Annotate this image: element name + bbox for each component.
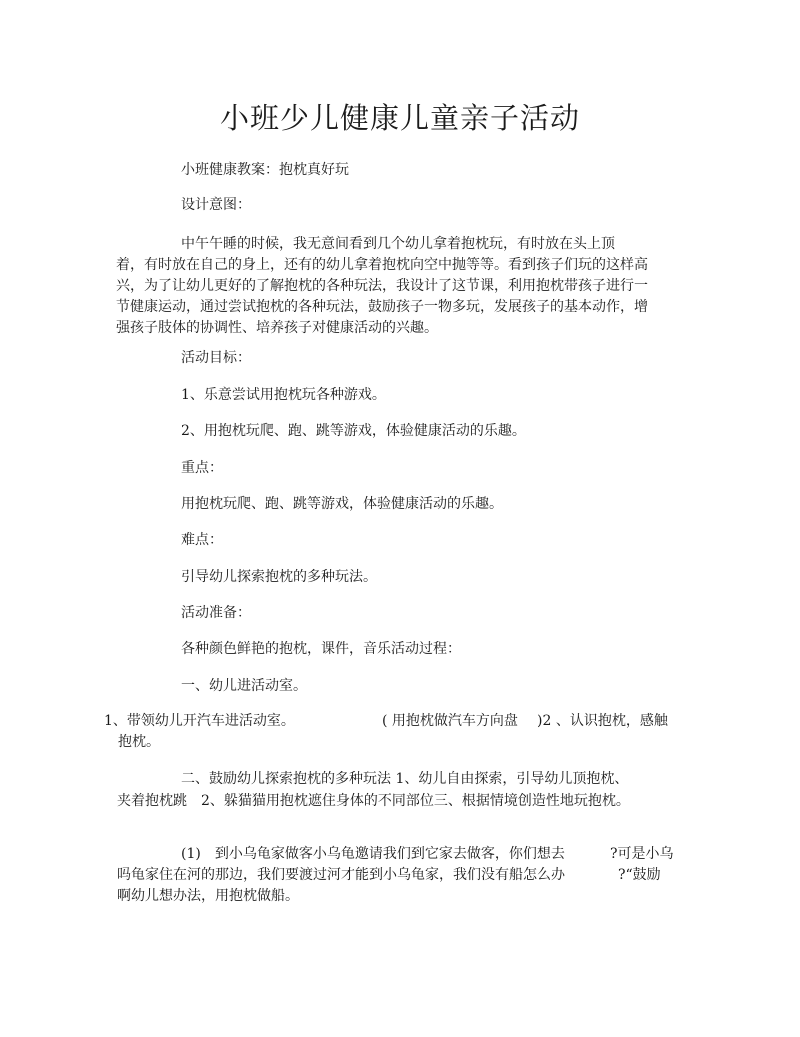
story-line-1b: ?可是小乌 [610, 846, 674, 862]
goal-item-2: 2、用抱枕玩爬、跑、跳等游戏，体验健康活动的乐趣。 [181, 423, 526, 439]
story-line-3: 啊幼儿想办法，用抱枕做船。 [117, 888, 299, 904]
design-paragraph-first-line: 中午午睡的时候，我无意间看到几个幼儿拿着抱枕玩，有时放在头上顶 [181, 236, 615, 252]
key-point-text: 用抱枕玩爬、跑、跳等游戏，体验健康活动的乐趣。 [181, 496, 503, 512]
design-paragraph-body: 着，有时放在自己的身上，还有的幼儿拿着抱枕向空中抛等等。看到孩子们玩的这样高兴，为了让幼儿更好的了解抱枕的各种玩法，我设计了这节课，利用抱枕带孩子进行一节健康运动，通过尝试抱枕的各种玩法，鼓励孩子一物多玩，发展孩子的基本动作，增强孩子肢体的协调性、培养孩子对健康活动的兴趣。 [116, 257, 648, 336]
section-heading-difficulty: 难点： [181, 532, 223, 548]
goal-item-1: 1、乐意尝试用抱枕玩各种游戏。 [181, 387, 386, 403]
step-two-line-2: 夹着抱枕跳 2、躲猫猫用抱枕遮住身体的不同部位三、根据情境创造性地玩抱枕。 [117, 793, 630, 809]
step-two-line-1: 二、鼓励幼儿探索抱枕的多种玩法 1、幼儿自由探索，引导幼儿顶抱枕、 [181, 771, 629, 787]
step-one-item-c: )2 、认识抱枕，感触 [537, 713, 668, 729]
step-one-item-d: 抱枕。 [118, 734, 160, 750]
difficulty-text: 引导幼儿探索抱枕的多种玩法。 [181, 569, 377, 585]
document-title: 小班少儿健康儿童亲子活动 [219, 101, 580, 135]
design-paragraph [116, 234, 648, 339]
story-line-2a: 吗龟家住在河的那边，我们要渡过河才能到小乌龟家，我们没有船怎么办 [117, 867, 565, 883]
story-line-2b: ?“鼓励 [618, 867, 661, 883]
preparation-text: 各种颜色鲜艳的抱枕，课件，音乐活动过程： [181, 641, 461, 657]
section-heading-key: 重点： [181, 460, 223, 476]
section-heading-design: 设计意图： [181, 197, 251, 213]
section-heading-preparation: 活动准备： [181, 605, 251, 621]
step-one-item-a: 1、带领幼儿开汽车进活动室。 [104, 713, 295, 729]
story-line-1a: (1) 到小乌龟家做客小乌龟邀请我们到它家去做客，你们想去 [181, 846, 565, 862]
lesson-subtitle: 小班健康教案：抱枕真好玩 [181, 162, 349, 178]
section-heading-goals: 活动目标： [181, 350, 251, 366]
step-one-heading: 一、幼儿进活动室。 [181, 678, 307, 694]
step-one-item-b: ( 用抱枕做汽车方向盘 [382, 713, 518, 729]
